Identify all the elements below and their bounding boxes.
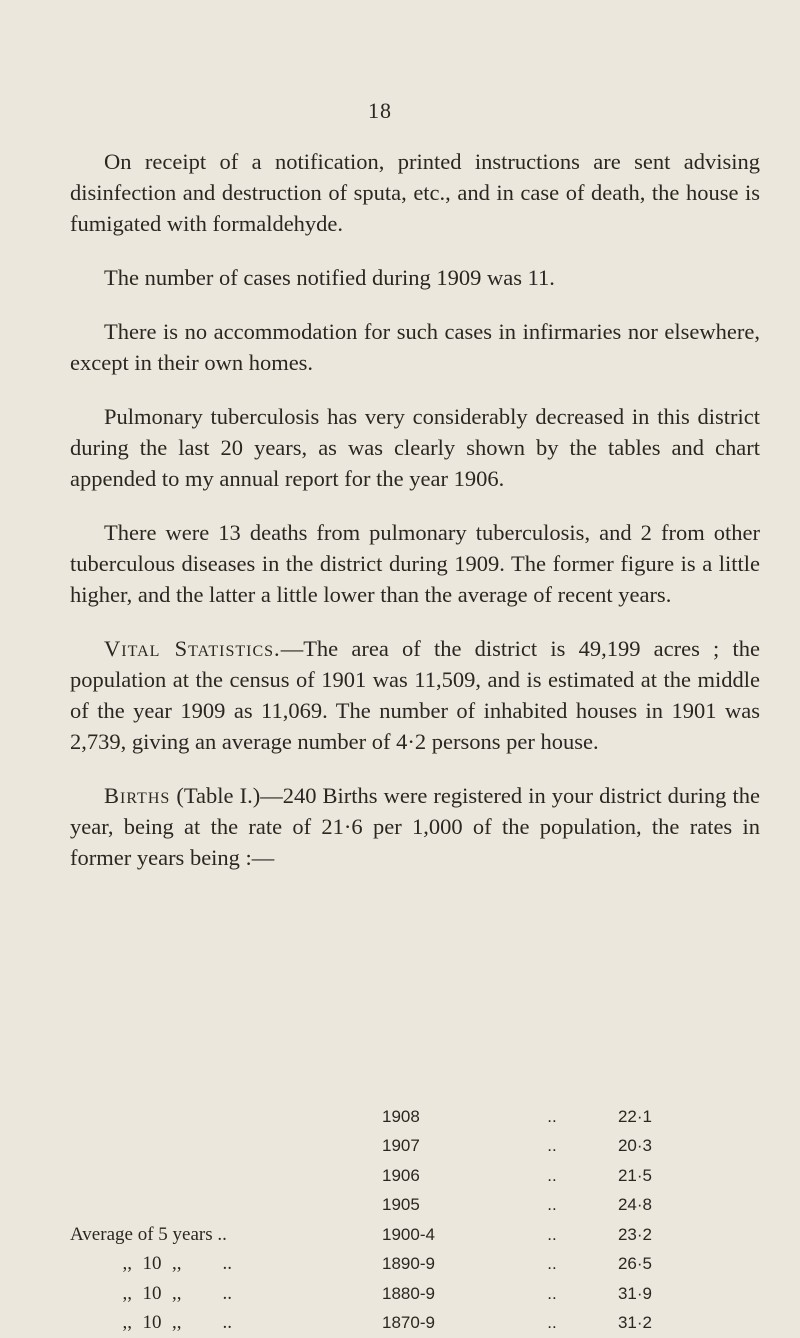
table-row [70, 1250, 652, 1280]
ditto-label: ,, 10 ,, .. [70, 1279, 360, 1309]
leader-cell: .. [512, 1161, 592, 1191]
table-row [70, 1191, 652, 1221]
paragraph-deaths: There were 13 deaths from pulmonary tuberculosis, and 2 from other tuberculous diseases in the district during 1909. The former figure is a little higher, and the latter a little lower than the average of recent years. [70, 517, 760, 610]
document-body [70, 146, 760, 896]
paragraph-notification: On receipt of a notification, printed instructions are sent advising disinfection and destruction of sputa, etc., and in case of death, the house is fumigated with formaldehyde. [70, 146, 760, 239]
rate-cell: 31·9 [592, 1279, 652, 1309]
year-cell: 1905 [360, 1191, 512, 1221]
vital-statistics-heading: Vital Statistics. [104, 636, 281, 661]
year-cell: 1900-4 [360, 1220, 512, 1250]
paragraph-accommodation: There is no accommodation for such cases in infirmaries nor elsewhere, except in their own homes. [70, 316, 760, 378]
table-row [70, 1132, 652, 1162]
rate-cell: 21·5 [592, 1161, 652, 1191]
ditto-label: ,, 10 ,, .. [70, 1309, 360, 1338]
paragraph-cases-notified: The number of cases notified during 1909 was 11. [70, 262, 760, 293]
table-row [70, 1279, 652, 1309]
year-cell: 1907 [360, 1132, 512, 1162]
rate-cell: 20·3 [592, 1132, 652, 1162]
rate-cell: 24·8 [592, 1191, 652, 1221]
paragraph-vital-statistics [70, 633, 760, 757]
leader-cell: .. [512, 1102, 592, 1132]
leader-cell: .. [512, 1279, 592, 1309]
rate-cell: 26·5 [592, 1250, 652, 1280]
births-heading: Births [104, 783, 170, 808]
vital-statistics-text: —The area of the district is 49,199 acres ; the population at the census of 1901 was 11,509, and is estimated at the middle of the year 1909 as 11,069. The number of inhabited houses in 1901 was 2,739, giving an average number of 4·2 persons per house. [70, 636, 760, 754]
paragraph-pulmonary-decrease: Pulmonary tuberculosis has very considerably decreased in this district during the last 20 years, as was clearly shown by the tables and chart appended to my annual report for the year 1906. [70, 401, 760, 494]
leader-cell: .. [512, 1309, 592, 1338]
leader-cell: .. [512, 1220, 592, 1250]
leader-cell: .. [512, 1191, 592, 1221]
year-cell: 1890-9 [360, 1250, 512, 1280]
rate-cell: 22·1 [592, 1102, 652, 1132]
year-cell: 1870-9 [360, 1309, 512, 1338]
leader-cell: .. [512, 1132, 592, 1162]
average-label: Average of 5 years .. [70, 1220, 360, 1250]
rate-cell: 31·2 [592, 1309, 652, 1338]
year-cell: 1880-9 [360, 1279, 512, 1309]
table-row [70, 1161, 652, 1191]
rate-cell: 23·2 [592, 1220, 652, 1250]
table-row [70, 1309, 652, 1338]
table-row [70, 1102, 652, 1132]
paragraph-births [70, 780, 760, 873]
leader-cell: .. [512, 1250, 592, 1280]
table-row [70, 1220, 652, 1250]
births-text: (Table I.)—240 Births were registered in your district during the year, being at the rate of 21·6 per 1,000 of the population, the rates in former years being :— [70, 783, 760, 870]
birth-rates-table [70, 1102, 652, 1338]
page-number: 18 [0, 98, 760, 124]
ditto-label: ,, 10 ,, .. [70, 1250, 360, 1280]
year-cell: 1908 [360, 1102, 512, 1132]
year-cell: 1906 [360, 1161, 512, 1191]
